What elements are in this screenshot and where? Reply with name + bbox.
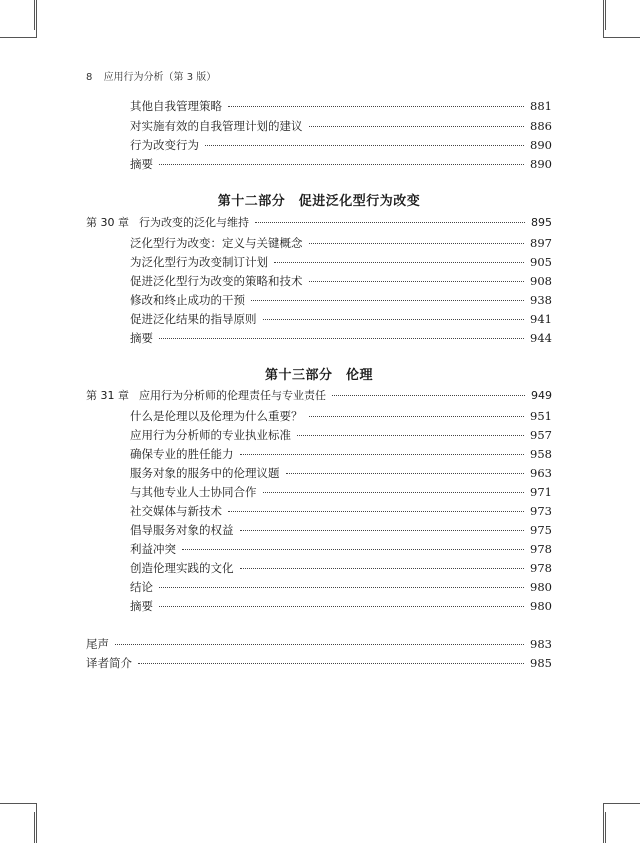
header-book-title: 应用行为分析（第 3 版） [103,72,217,83]
toc-entry-page: 978 [530,561,552,575]
toc-entry-title: 服务对象的服务中的伦理议题 [130,466,280,480]
toc-entry[interactable] [130,599,552,614]
toc-entry-page: 983 [530,637,552,651]
leader-dots [332,395,525,396]
leader-dots [159,338,524,339]
toc-entry[interactable] [130,274,552,289]
toc-entry[interactable] [130,428,552,443]
toc-entry-page: 980 [530,599,552,613]
toc-entry[interactable] [130,523,552,538]
leader-dots [286,473,525,474]
leader-dots [228,106,524,107]
toc-entry[interactable] [130,293,552,308]
toc-entry-title: 摘要 [130,157,153,171]
leader-dots [159,164,524,165]
toc-entry-title: 尾声 [86,637,109,651]
toc-entry-page: 905 [530,255,552,269]
toc-entry-title: 其他自我管理策略 [130,99,222,113]
toc-entry-page: 886 [530,119,552,133]
toc-entry-page: 908 [530,274,552,288]
chapter-number: 第 31 章 [86,389,129,402]
toc-entry-title: 修改和终止成功的干预 [130,293,245,307]
toc-entry-title: 行为改变行为 [130,138,199,152]
chapter-page: 949 [531,389,552,402]
toc-entry-title: 促进泛化结果的指导原则 [130,312,257,326]
chapter-title: 行为改变的泛化与维持 [139,216,249,229]
chapter-title: 应用行为分析师的伦理责任与专业责任 [139,389,326,402]
toc-entry[interactable] [130,255,552,270]
toc-entry[interactable] [130,409,552,424]
leader-dots [309,416,525,417]
leader-dots [240,454,525,455]
toc-entry-title: 对实施有效的自我管理计划的建议 [130,119,303,133]
toc-entry-page: 971 [530,485,552,499]
toc-entry-title: 利益冲突 [130,542,176,556]
chapter-number: 第 30 章 [86,216,129,229]
leader-dots [309,281,525,282]
chapter-entry[interactable] [86,216,552,231]
toc-entry[interactable] [130,312,552,327]
toc-entry-page: 958 [530,447,552,461]
leader-dots [309,126,525,127]
toc-entry-page: 897 [530,236,552,250]
toc-entry[interactable] [130,485,552,500]
leader-dots [240,530,525,531]
leader-dots [309,243,525,244]
leader-dots [297,435,524,436]
toc-entry[interactable] [130,466,552,481]
toc-entry[interactable] [130,331,552,346]
toc-entry-title: 促进泛化型行为改变的策略和技术 [130,274,303,288]
leader-dots [159,587,524,588]
toc-entry-page: 941 [530,312,552,326]
leader-dots [263,492,525,493]
leader-dots [274,262,524,263]
chapter-entry[interactable] [86,389,552,404]
leader-dots [159,606,524,607]
toc-entry-page: 963 [530,466,552,480]
leader-dots [228,511,524,512]
toc-entry[interactable] [130,580,552,595]
toc-entry-page: 890 [530,157,552,171]
toc-entry-title: 倡导服务对象的权益 [130,523,234,537]
part-heading: 第十三部分 伦理 [264,368,373,383]
leader-dots [205,145,524,146]
toc-entry-title: 社交媒体与新技术 [130,504,222,518]
toc-entry-page: 975 [530,523,552,537]
toc-entry[interactable] [130,138,552,153]
leader-dots [182,549,524,550]
toc-entry-title: 结论 [130,580,153,594]
toc-entry-title: 应用行为分析师的专业执业标准 [130,428,291,442]
toc-entry-title: 译者简介 [86,656,132,670]
toc-entry-page: 951 [530,409,552,423]
toc-entry[interactable] [130,157,552,172]
toc-entry-title: 摘要 [130,331,153,345]
leader-dots [251,300,524,301]
toc-entry[interactable] [130,99,552,114]
toc-entry-page: 980 [530,580,552,594]
toc-entry-page: 890 [530,138,552,152]
toc-entry-page: 881 [530,99,552,113]
toc-entry-page: 978 [530,542,552,556]
toc-entry[interactable] [130,542,552,557]
toc-entry-page: 944 [530,331,552,345]
toc-entry-title: 与其他专业人士协同合作 [130,485,257,499]
toc-entry[interactable] [86,637,552,652]
toc-entry-title: 创造伦理实践的文化 [130,561,234,575]
toc-entry[interactable] [86,656,552,671]
leader-dots [115,644,524,645]
toc-entry-title: 确保专业的胜任能力 [130,447,234,461]
toc-entry[interactable] [130,504,552,519]
running-header [86,68,216,83]
header-page-number: 8 [86,72,93,83]
toc-entry-title: 摘要 [130,599,153,613]
leader-dots [138,663,524,664]
part-heading: 第十二部分 促进泛化型行为改变 [217,194,421,209]
toc-entry[interactable] [130,119,552,134]
toc-entry-title: 什么是伦理以及伦理为什么重要？ [130,409,303,423]
toc-entry-title: 为泛化型行为改变制订计划 [130,255,268,269]
toc-entry-page: 938 [530,293,552,307]
toc-entry-title: 泛化型行为改变：定义与关键概念 [130,236,303,250]
toc-entry[interactable] [130,236,552,251]
toc-entry-page: 985 [530,656,552,670]
toc-entry-page: 957 [530,428,552,442]
leader-dots [255,222,525,223]
leader-dots [240,568,525,569]
toc-entry[interactable] [130,447,552,462]
toc-entry[interactable] [130,561,552,576]
leader-dots [263,319,525,320]
toc-entry-page: 973 [530,504,552,518]
chapter-page: 895 [531,216,552,229]
